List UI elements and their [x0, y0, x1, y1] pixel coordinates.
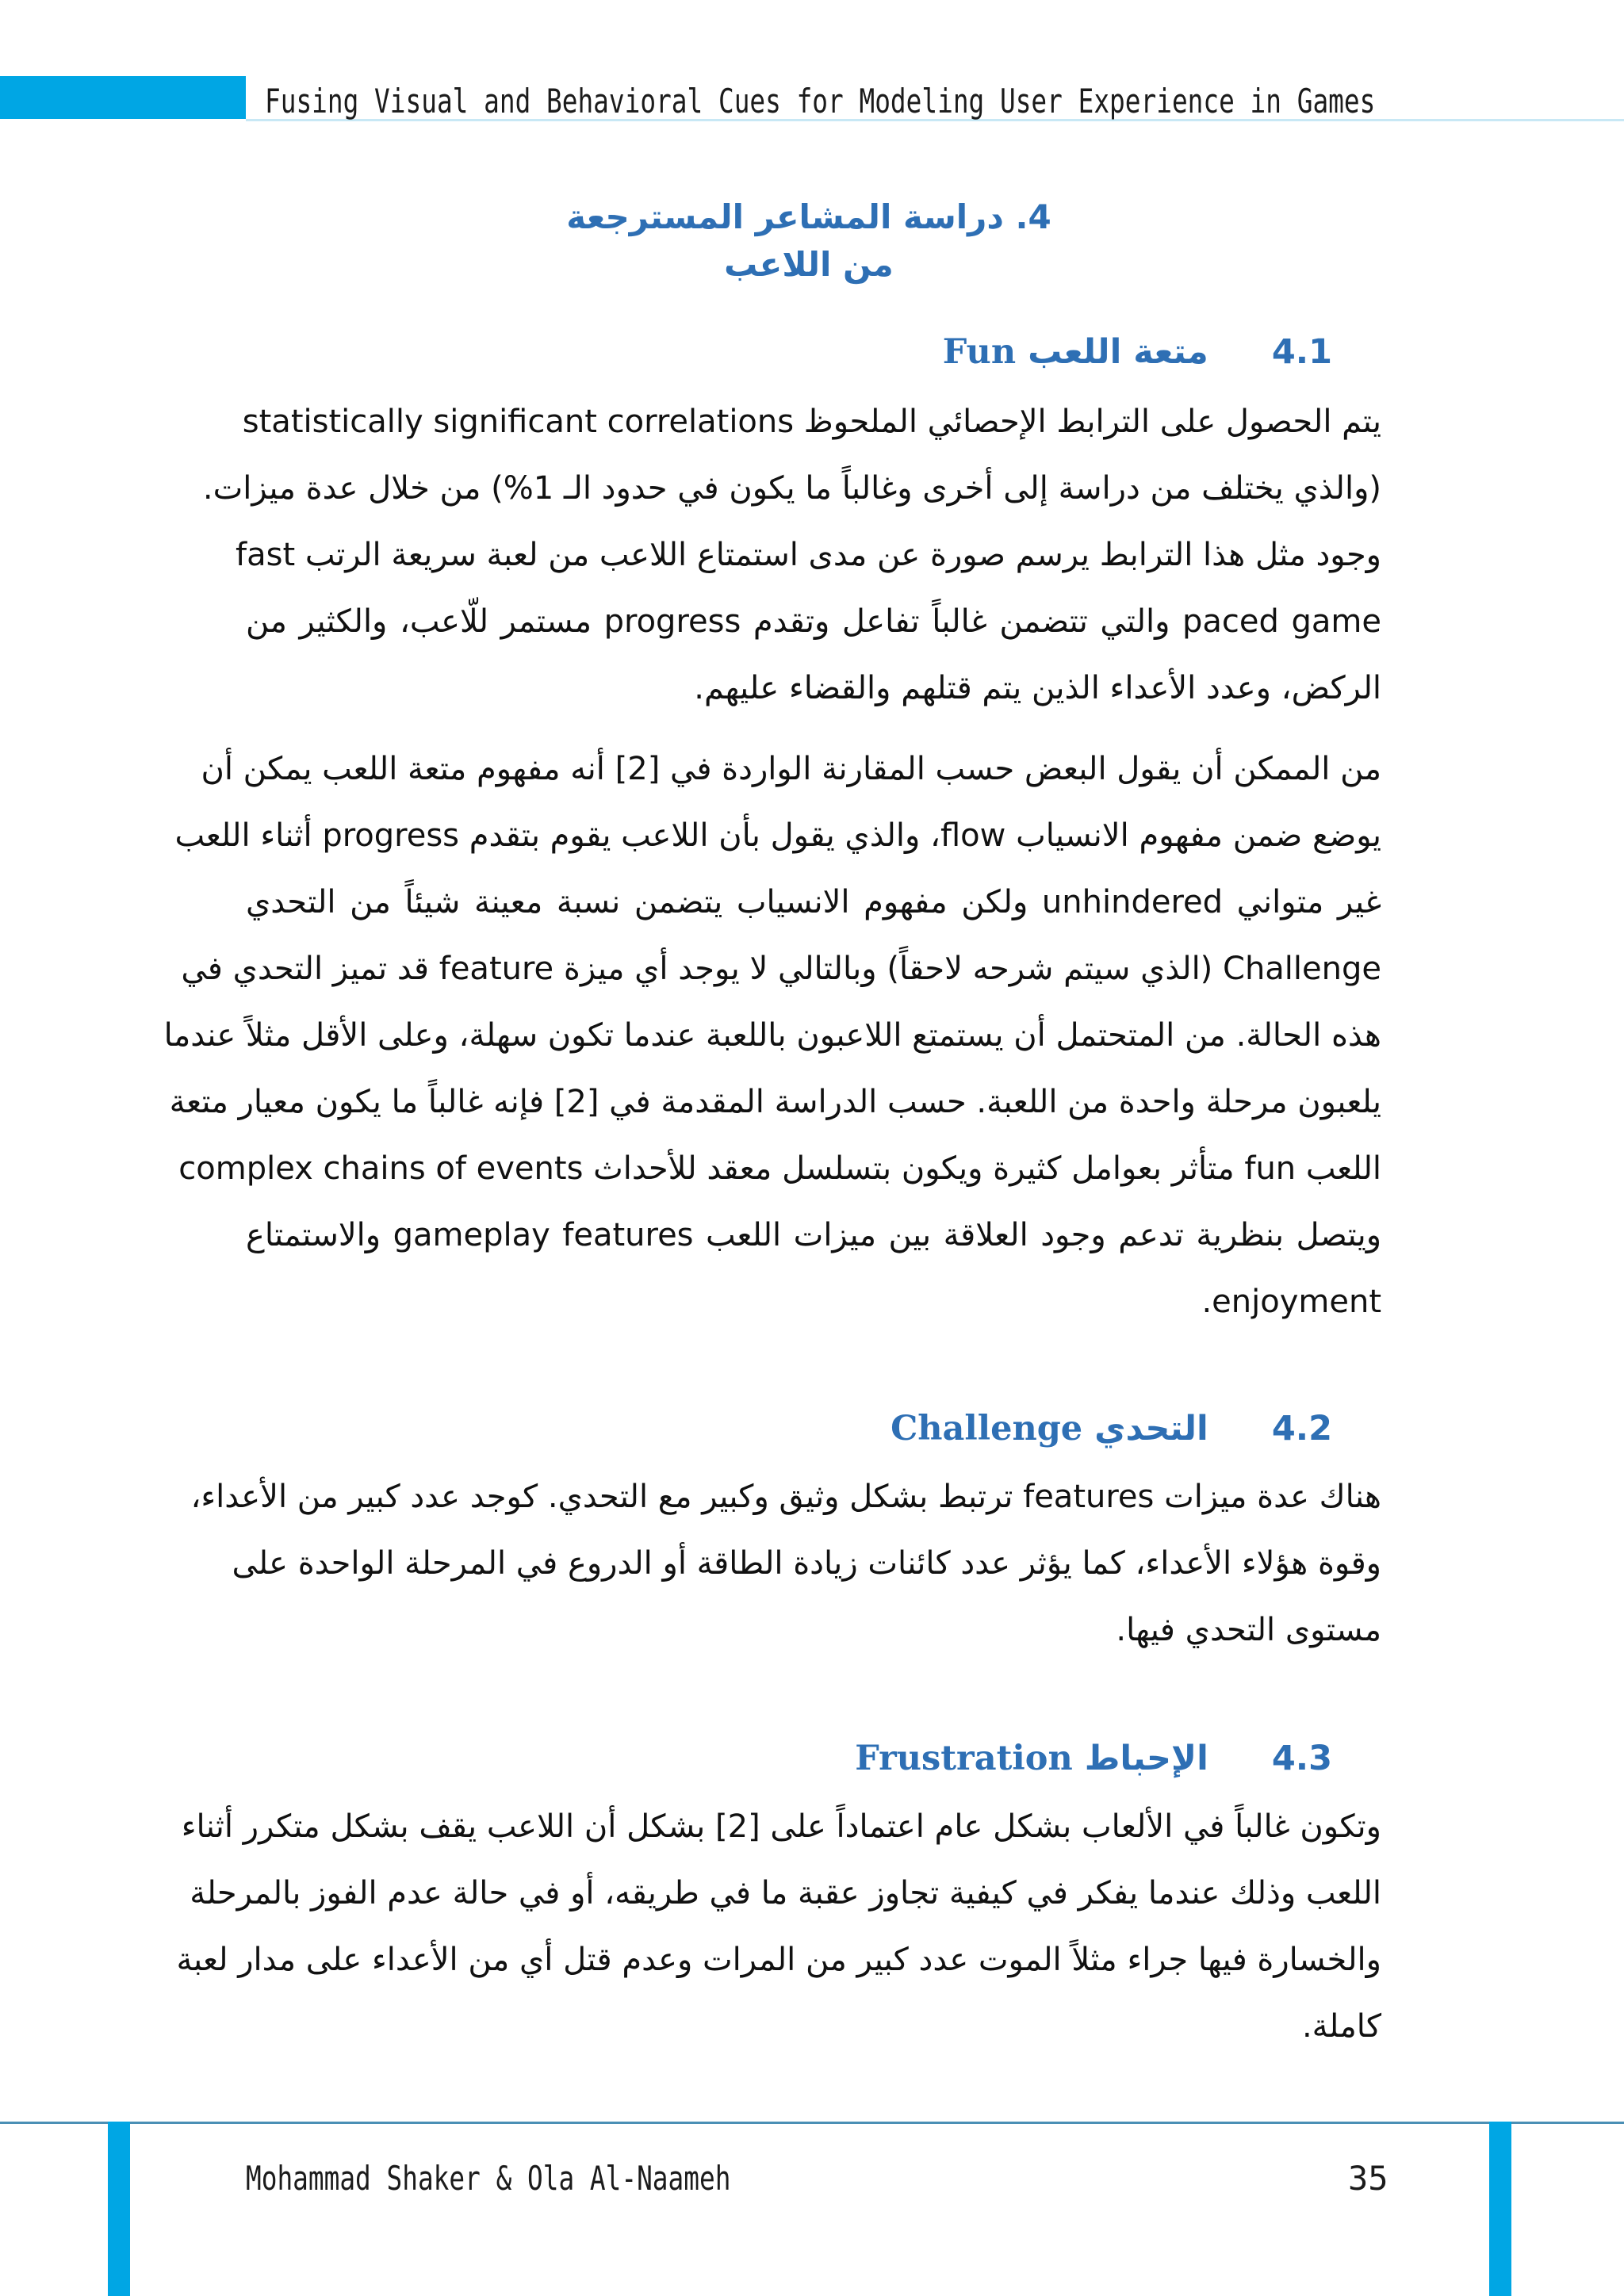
- subsection-heading-fun: [841, 328, 1332, 376]
- text-line: Challenge (الذي سيتم شرحه لاحقاً) وبالتالي لا يوجد أي ميزة feature قد تميز التحدي في: [181, 951, 1381, 987]
- text-line: يوضع ضمن مفهوم الانسياب flow، والذي يقول بأن اللاعب يقوم بتقدم progress أثناء اللعب: [174, 817, 1381, 854]
- text-line: من الممكن أن يقول البعض حسب المقارنة الواردة في [2] أنه مفهوم متعة اللعب يمكن أن: [201, 751, 1381, 787]
- text-line: هناك عدة ميزات features ترتبط بشكل وثيق وكبير مع التحدي. كوجد عدد كبير من الأعداء،: [190, 1479, 1381, 1515]
- section-title: 4. دراسة المشاعر المسترجعة من اللاعب: [566, 197, 1051, 284]
- text-line: وتكون غالباً في الألعاب بشكل عام اعتماداً على [2] بشكل أن اللاعب يقف بشكل متكرر أثناء: [181, 1808, 1381, 1845]
- text-line: يتم الحصول على الترابط الإحصائي الملحوظ statistically significant correlations: [242, 404, 1381, 440]
- paragraph-fun-2: [163, 736, 1382, 1335]
- page-number: 35: [1348, 2159, 1388, 2198]
- footer-authors: Mohammad Shaker & Ola Al-Naameh: [246, 2159, 731, 2198]
- paragraph-frustration: [176, 1793, 1381, 2060]
- text-line: كاملة.: [1301, 2008, 1381, 2045]
- subsection-number: 4.2: [1271, 1409, 1332, 1448]
- text-line: وقوة هؤلاء الأعداء، كما يؤثر عدد كائنات زيادة الطاقة أو الدروع في المرحلة الواحدة على: [232, 1545, 1381, 1582]
- subsection-number: 4.3: [1271, 1739, 1332, 1778]
- text-line: غير متواني unhindered ولكن مفهوم الانسياب يتضمن نسبة معينة شيئاً من التحدي: [246, 884, 1382, 920]
- text-line: هذه الحالة. من المتحتمل أن يستمتع اللاعبون باللعبة عندما تكون سهلة، وعلى الأقل مثلاً عندما: [163, 1017, 1381, 1054]
- text-line: (والذي يختلف من دراسة إلى أخرى وغالباً ما يكون في حدود الـ 1%) من خلال عدة ميزات.: [202, 470, 1381, 507]
- subsection-title-ar: التحدي: [1094, 1409, 1208, 1448]
- text-line: ويتصل بنظرية تدعم وجود العلاقة بين ميزات اللعب gameplay features والاستمتاع: [246, 1217, 1382, 1253]
- subsection-title-ar: الإحباط: [1084, 1739, 1208, 1778]
- subsection-title-en: Challenge: [891, 1409, 1083, 1448]
- subsection-title-en: Frustration: [855, 1739, 1073, 1778]
- subsection-heading-challenge: [841, 1405, 1332, 1452]
- text-line: enjoyment.: [1201, 1284, 1381, 1320]
- subsection-title-ar: متعة اللعب: [1028, 332, 1208, 372]
- text-line: والخسارة فيها جراء مثلاً الموت عدد كبير من المرات وعدم قتل أي من الأعداء على مدار لعبة: [176, 1942, 1381, 1978]
- header-accent-bar: [0, 76, 246, 119]
- text-line: يلعبون مرحلة واحدة من اللعبة. حسب الدراسة المقدمة في [2] فإنه غالباً ما يكون معيار متعة: [169, 1084, 1381, 1120]
- running-title: Fusing Visual and Behavioral Cues for Modeling User Experience in Games: [265, 82, 1376, 121]
- subsection-title-en: Fun: [942, 332, 1017, 372]
- text-line: الركض، وعدد الأعداء الذين يتم قتلهم والقضاء عليهم.: [694, 670, 1381, 706]
- footer-accent-bar-left: [108, 2122, 130, 2296]
- text-line: وجود مثل هذا الترابط يرسم صورة عن مدى استمتاع اللاعب من لعبة سريعة الرتب fast: [236, 537, 1381, 573]
- subsection-number: 4.1: [1271, 332, 1332, 372]
- paragraph-challenge: [190, 1464, 1381, 1663]
- subsection-heading-frustration: [841, 1735, 1332, 1782]
- text-line: اللعب fun متأثر بعوامل كثيرة ويكون بتسلسل معقد للأحداث complex chains of events: [178, 1150, 1381, 1187]
- text-line: مستوى التحدي فيها.: [1116, 1612, 1381, 1648]
- footer-accent-bar-right: [1489, 2122, 1511, 2296]
- text-line: اللعب وذلك عندما يفكر في كيفية تجاوز عقبة ما في طريقه، أو في حالة عدم الفوز بالمرحلة: [190, 1875, 1381, 1911]
- text-line: paced game والتي تتضمن غالباً تفاعل وتقدم progress مستمر للّاعب، والكثير من: [246, 603, 1381, 640]
- footer-rule: [0, 2122, 1624, 2124]
- paragraph-fun-1: [202, 388, 1381, 721]
